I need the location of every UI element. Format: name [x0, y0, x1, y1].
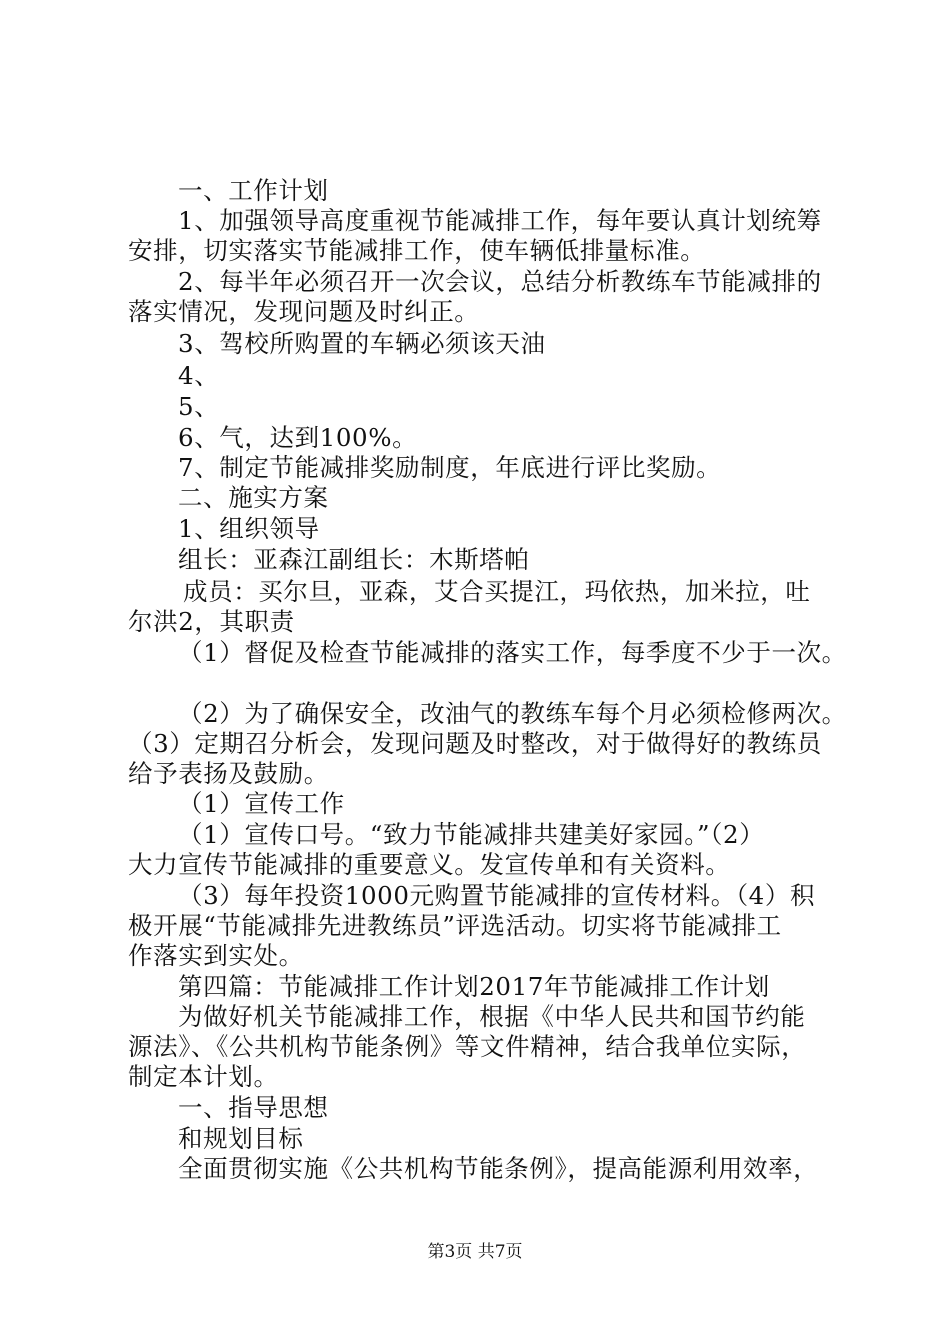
paragraph-line: 大力宣传节能减排的重要意义。发宣传单和有关资料。	[128, 850, 731, 879]
paragraph-line: （1）宣传工作	[178, 789, 345, 818]
paragraph-line: 为做好机关节能减排工作，根据《中华人民共和国节约能	[178, 1002, 806, 1031]
paragraph-line: （1）宣传口号。“致力节能减排共建美好家园。”（2）	[178, 820, 765, 849]
paragraph-line: 尔洪2，其职责	[128, 607, 295, 636]
paragraph-line: 全面贯彻实施《公共机构节能条例》，提高能源利用效率，	[178, 1154, 819, 1183]
paragraph-line: 1、组织领导	[178, 514, 320, 543]
paragraph-line: 作落实到实处。	[128, 941, 304, 970]
paragraph-line: 源法》、《公共机构节能条例》等文件精神，结合我单位实际，	[128, 1032, 807, 1061]
paragraph-line: 1、加强领导高度重视节能减排工作，每年要认真计划统筹	[178, 206, 822, 235]
paragraph-line: （3）每年投资1000元购置节能减排的宣传材料。（4）积	[178, 881, 816, 910]
section-heading-guiding-thought: 一、指导思想	[178, 1093, 329, 1122]
paragraph-line: 4、	[178, 361, 220, 390]
section-heading-work-plan: 一、工作计划	[178, 176, 329, 205]
paragraph-line: 落实情况，发现问题及时纠正。	[128, 297, 480, 326]
paragraph-line: 安排，切实落实节能减排工作，使车辆低排量标准。	[128, 236, 706, 265]
paragraph-line: 制定本计划。	[128, 1062, 279, 1091]
paragraph-line: 成员：买尔旦，亚森，艾合买提江，玛依热，加米拉，吐	[183, 577, 811, 606]
paragraph-line: 和规划目标	[178, 1124, 304, 1153]
page-number-footer: 第3页 共7页	[427, 1242, 523, 1262]
paragraph-line: 2、每半年必须召开一次会议，总结分析教练车节能减排的	[178, 267, 822, 296]
paragraph-line: 3、驾校所购置的车辆必须该天油	[178, 329, 546, 358]
paragraph-line: （2）为了确保安全，改油气的教练车每个月必须检修两次。	[178, 699, 847, 728]
paragraph-line: 5、	[178, 392, 220, 421]
paragraph-line: 给予表扬及鼓励。	[128, 759, 329, 788]
paragraph-line: （3）定期召分析会，发现问题及时整改，对于做得好的教练员	[128, 729, 822, 758]
section-heading-implementation: 二、施实方案	[178, 483, 329, 512]
chapter-heading: 第四篇：节能减排工作计划2017年节能减排工作计划	[178, 972, 770, 1001]
paragraph-line: 极开展“节能减排先进教练员”评选活动。切实将节能减排工	[128, 911, 782, 940]
paragraph-line: （1）督促及检查节能减排的落实工作，每季度不少于一次。	[178, 638, 847, 667]
paragraph-line: 6、气，达到100%。	[178, 423, 418, 452]
paragraph-line: 组长：亚森江副组长：木斯塔帕	[178, 545, 530, 574]
paragraph-line: 7、制定节能减排奖励制度，年底进行评比奖励。	[178, 453, 722, 482]
